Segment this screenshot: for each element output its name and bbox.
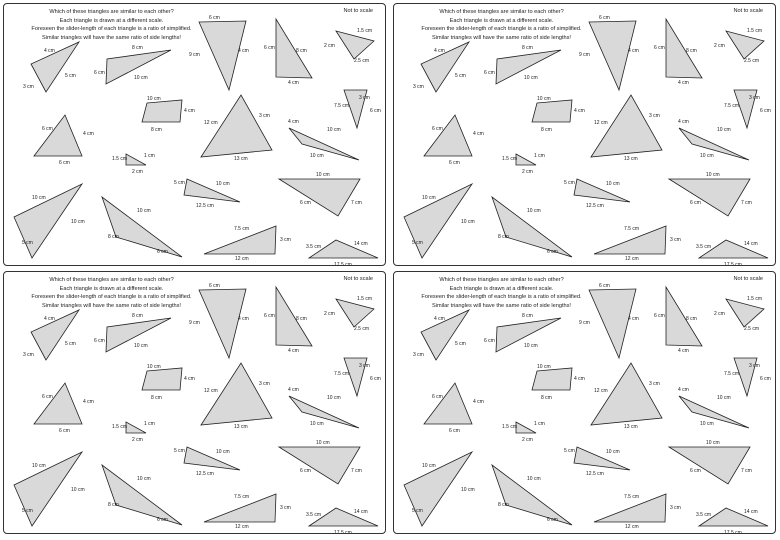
- label: 12 cm: [235, 256, 249, 262]
- label: 6 cm: [42, 394, 53, 400]
- label: 6 cm: [264, 313, 275, 319]
- triangle-k: [516, 422, 536, 433]
- triangle-k: [516, 154, 536, 165]
- label: 2 cm: [324, 311, 335, 317]
- triangle-c: [589, 21, 636, 90]
- question-line-3: Similar triangles will have the same ratio of side lengths!: [42, 302, 181, 309]
- label: 7.5 cm: [724, 371, 740, 377]
- label: 3 cm: [259, 381, 270, 387]
- label: 6 cm: [209, 15, 220, 21]
- label: 5 cm: [564, 448, 575, 454]
- triangle-f: [532, 100, 572, 122]
- label: 6 cm: [484, 338, 495, 344]
- worksheet-panel-2: [393, 3, 776, 266]
- label: 6 cm: [94, 338, 105, 344]
- label: 8 cm: [498, 502, 509, 508]
- label: 8 cm: [151, 127, 162, 133]
- label: 2 cm: [522, 169, 533, 175]
- label: 12.5 cm: [196, 203, 214, 209]
- label: 10 cm: [537, 96, 551, 102]
- label: 10 cm: [134, 343, 148, 349]
- label: 7.5 cm: [234, 226, 250, 232]
- triangle-j: [289, 128, 359, 160]
- triangle-f: [532, 368, 572, 390]
- triangle-f: [142, 368, 182, 390]
- triangle-m: [574, 179, 630, 202]
- label: 7 cm: [741, 200, 752, 206]
- label: 6 cm: [599, 283, 610, 289]
- label: 7.5 cm: [334, 371, 350, 377]
- label: 1.5 cm: [747, 28, 763, 34]
- label: 6 cm: [432, 126, 443, 132]
- label: 5 cm: [455, 341, 466, 347]
- label: 10 cm: [137, 208, 151, 214]
- label: 5 cm: [22, 508, 33, 514]
- label: 7.5 cm: [624, 226, 640, 232]
- label: 6 cm: [209, 283, 220, 289]
- triangle-n: [279, 179, 360, 216]
- label: 8 cm: [498, 234, 509, 240]
- triangle-n: [669, 447, 750, 484]
- label: 9 cm: [579, 52, 590, 58]
- label: 4 cm: [678, 80, 689, 86]
- label: 8 cm: [541, 127, 552, 133]
- label: 6 cm: [449, 428, 460, 434]
- label: 10 cm: [327, 127, 341, 133]
- label: 4 cm: [44, 48, 55, 54]
- question-line-1: Each triangle is drawn at a different scale.: [59, 17, 164, 24]
- label: 3 cm: [749, 95, 760, 101]
- triangle-c: [589, 289, 636, 358]
- label: 10 cm: [524, 75, 538, 81]
- question-line-2: Foreseen the slider-length of each triangle is a ratio of simplified.: [31, 26, 192, 32]
- label: 6 cm: [264, 45, 275, 51]
- label: 4 cm: [288, 80, 299, 86]
- label: 8 cm: [522, 313, 533, 319]
- label: 3 cm: [649, 113, 660, 119]
- label: 4 cm: [288, 387, 299, 393]
- triangle-c: [199, 289, 246, 358]
- label: 8 cm: [686, 48, 697, 54]
- label: 8 cm: [151, 395, 162, 401]
- triangle-m: [184, 179, 240, 202]
- triangle-g: [34, 115, 82, 156]
- label: 1.5 cm: [112, 424, 128, 430]
- triangle-j: [679, 128, 749, 160]
- label: 7 cm: [741, 468, 752, 474]
- question-line-3: Similar triangles will have the same ratio of side lengths!: [432, 302, 571, 309]
- label: 10 cm: [216, 181, 230, 187]
- label: 4 cm: [83, 131, 94, 137]
- triangle-p: [492, 197, 572, 257]
- triangles-figure: [4, 4, 386, 266]
- label: 5 cm: [174, 180, 185, 186]
- triangle-a: [421, 42, 469, 92]
- label: 4 cm: [184, 108, 195, 114]
- question-title: Which of these triangles are similar to each other?: [439, 277, 564, 283]
- label: 10 cm: [700, 153, 714, 159]
- label: 14 cm: [354, 509, 368, 515]
- label: 13 cm: [234, 156, 248, 162]
- not-to-scale-note: Not to scale: [733, 8, 763, 14]
- label: 10 cm: [316, 440, 330, 446]
- question-title: Which of these triangles are similar to each other?: [439, 9, 564, 15]
- label: 3 cm: [359, 363, 370, 369]
- label: 6 cm: [547, 517, 558, 523]
- label: 3 cm: [649, 381, 660, 387]
- question-line-1: Each triangle is drawn at a different scale.: [449, 17, 554, 24]
- label: 1 cm: [534, 421, 545, 427]
- label: 10 cm: [310, 421, 324, 427]
- label: 12 cm: [204, 388, 218, 394]
- label: 1.5 cm: [357, 296, 373, 302]
- label: 6 cm: [300, 200, 311, 206]
- label: 3 cm: [413, 352, 424, 358]
- not-to-scale-note: Not to scale: [733, 276, 763, 282]
- triangle-i: [201, 363, 272, 425]
- label: 1.5 cm: [747, 296, 763, 302]
- label: 14 cm: [354, 241, 368, 247]
- label: 8 cm: [132, 45, 143, 51]
- question-title: Which of these triangles are similar to each other?: [49, 9, 174, 15]
- label: 6 cm: [59, 160, 70, 166]
- question-line-1: Each triangle is drawn at a different scale.: [449, 285, 554, 292]
- label: 6 cm: [432, 394, 443, 400]
- label: 6 cm: [760, 376, 771, 382]
- triangles-figure: [394, 4, 776, 266]
- question-line-1: Each triangle is drawn at a different scale.: [59, 285, 164, 292]
- not-to-scale-note: Not to scale: [343, 8, 373, 14]
- label: 2.5 cm: [354, 326, 370, 332]
- label: 3 cm: [749, 363, 760, 369]
- label: 2 cm: [132, 169, 143, 175]
- label: 14 cm: [744, 509, 758, 515]
- label: 1 cm: [534, 153, 545, 159]
- label: 2 cm: [714, 43, 725, 49]
- label: 4 cm: [678, 348, 689, 354]
- label: 8 cm: [296, 316, 307, 322]
- label: 4 cm: [678, 387, 689, 393]
- label: 17.5 cm: [334, 262, 352, 267]
- label: 7.5 cm: [724, 103, 740, 109]
- label: 1 cm: [144, 421, 155, 427]
- label: 3 cm: [413, 84, 424, 90]
- label: 4 cm: [574, 376, 585, 382]
- triangle-j: [679, 396, 749, 428]
- label: 6 cm: [370, 376, 381, 382]
- triangle-p: [102, 465, 182, 525]
- label: 1.5 cm: [502, 156, 518, 162]
- label: 2 cm: [714, 311, 725, 317]
- label: 9 cm: [189, 52, 200, 58]
- label: 6 cm: [599, 15, 610, 21]
- label: 6 cm: [547, 249, 558, 255]
- label: 9 cm: [189, 320, 200, 326]
- label: 10 cm: [461, 219, 475, 225]
- label: 6 cm: [760, 108, 771, 114]
- label: 17.5 cm: [724, 262, 742, 267]
- label: 12 cm: [625, 256, 639, 262]
- label: 13 cm: [234, 424, 248, 430]
- triangle-i: [591, 95, 662, 157]
- label: 2 cm: [522, 437, 533, 443]
- label: 4 cm: [44, 316, 55, 322]
- label: 3 cm: [670, 237, 681, 243]
- label: 4 cm: [628, 316, 639, 322]
- label: 3 cm: [23, 84, 34, 90]
- label: 4 cm: [434, 48, 445, 54]
- question-title: Which of these triangles are similar to each other?: [49, 277, 174, 283]
- label: 13 cm: [624, 424, 638, 430]
- triangle-n: [669, 179, 750, 216]
- label: 5 cm: [412, 508, 423, 514]
- label: 1.5 cm: [112, 156, 128, 162]
- label: 10 cm: [524, 343, 538, 349]
- label: 14 cm: [744, 241, 758, 247]
- label: 4 cm: [288, 348, 299, 354]
- label: 8 cm: [522, 45, 533, 51]
- label: 6 cm: [484, 70, 495, 76]
- label: 10 cm: [134, 75, 148, 81]
- label: 3.5 cm: [696, 512, 712, 518]
- label: 6 cm: [157, 517, 168, 523]
- label: 3 cm: [23, 352, 34, 358]
- triangle-f: [142, 100, 182, 122]
- label: 6 cm: [94, 70, 105, 76]
- label: 13 cm: [624, 156, 638, 162]
- label: 7.5 cm: [624, 494, 640, 500]
- label: 10 cm: [606, 181, 620, 187]
- question-line-2: Foreseen the slider-length of each triangle is a ratio of simplified.: [421, 26, 582, 32]
- label: 5 cm: [22, 240, 33, 246]
- question-line-2: Foreseen the slider-length of each triangle is a ratio of simplified.: [31, 294, 192, 300]
- label: 4 cm: [678, 119, 689, 125]
- label: 10 cm: [706, 440, 720, 446]
- triangle-k: [126, 154, 146, 165]
- label: 5 cm: [412, 240, 423, 246]
- worksheet-panel-1: [3, 3, 386, 266]
- label: 6 cm: [690, 200, 701, 206]
- label: 1.5 cm: [357, 28, 373, 34]
- label: 12 cm: [235, 524, 249, 530]
- label: 3 cm: [670, 505, 681, 511]
- label: 2 cm: [132, 437, 143, 443]
- label: 10 cm: [606, 449, 620, 455]
- label: 12 cm: [594, 120, 608, 126]
- label: 10 cm: [422, 195, 436, 201]
- label: 10 cm: [32, 463, 46, 469]
- triangle-g: [424, 383, 472, 424]
- label: 5 cm: [455, 73, 466, 79]
- label: 6 cm: [449, 160, 460, 166]
- label: 3 cm: [259, 113, 270, 119]
- label: 2.5 cm: [744, 58, 760, 64]
- label: 10 cm: [147, 96, 161, 102]
- label: 10 cm: [32, 195, 46, 201]
- label: 3 cm: [280, 505, 291, 511]
- label: 6 cm: [42, 126, 53, 132]
- triangles-figure: [394, 272, 776, 534]
- label: 5 cm: [564, 180, 575, 186]
- not-to-scale-note: Not to scale: [343, 276, 373, 282]
- label: 3 cm: [359, 95, 370, 101]
- label: 12 cm: [594, 388, 608, 394]
- triangle-e: [336, 299, 374, 327]
- label: 12 cm: [204, 120, 218, 126]
- label: 10 cm: [527, 476, 541, 482]
- label: 7.5 cm: [334, 103, 350, 109]
- label: 4 cm: [574, 108, 585, 114]
- label: 1 cm: [144, 153, 155, 159]
- triangles-figure: [4, 272, 386, 534]
- label: 5 cm: [65, 73, 76, 79]
- label: 12.5 cm: [586, 471, 604, 477]
- label: 10 cm: [71, 487, 85, 493]
- label: 8 cm: [132, 313, 143, 319]
- label: 10 cm: [717, 395, 731, 401]
- label: 1.5 cm: [502, 424, 518, 430]
- label: 8 cm: [541, 395, 552, 401]
- worksheet-panel-4: [393, 271, 776, 534]
- label: 7.5 cm: [234, 494, 250, 500]
- label: 10 cm: [216, 449, 230, 455]
- label: 10 cm: [527, 208, 541, 214]
- label: 10 cm: [327, 395, 341, 401]
- label: 10 cm: [147, 364, 161, 370]
- label: 10 cm: [706, 172, 720, 178]
- label: 3.5 cm: [306, 244, 322, 250]
- label: 7 cm: [351, 200, 362, 206]
- label: 8 cm: [686, 316, 697, 322]
- triangle-a: [31, 42, 79, 92]
- triangle-k: [126, 422, 146, 433]
- label: 7 cm: [351, 468, 362, 474]
- label: 8 cm: [108, 502, 119, 508]
- triangle-a: [421, 310, 469, 360]
- label: 8 cm: [296, 48, 307, 54]
- label: 4 cm: [83, 399, 94, 405]
- label: 3 cm: [280, 237, 291, 243]
- label: 6 cm: [370, 108, 381, 114]
- label: 17.5 cm: [334, 530, 352, 535]
- triangle-e: [336, 31, 374, 59]
- label: 6 cm: [654, 313, 665, 319]
- label: 2.5 cm: [744, 326, 760, 332]
- question-line-3: Similar triangles will have the same ratio of side lengths!: [432, 34, 571, 41]
- triangle-i: [591, 363, 662, 425]
- label: 10 cm: [316, 172, 330, 178]
- label: 4 cm: [434, 316, 445, 322]
- triangle-m: [574, 447, 630, 470]
- label: 4 cm: [184, 376, 195, 382]
- label: 6 cm: [157, 249, 168, 255]
- label: 4 cm: [473, 131, 484, 137]
- question-line-2: Foreseen the slider-length of each triangle is a ratio of simplified.: [421, 294, 582, 300]
- label: 6 cm: [690, 468, 701, 474]
- triangle-e: [726, 299, 764, 327]
- label: 10 cm: [461, 487, 475, 493]
- label: 10 cm: [700, 421, 714, 427]
- label: 6 cm: [300, 468, 311, 474]
- label: 12.5 cm: [196, 471, 214, 477]
- label: 5 cm: [65, 341, 76, 347]
- triangle-a: [31, 310, 79, 360]
- triangle-e: [726, 31, 764, 59]
- label: 10 cm: [537, 364, 551, 370]
- triangle-p: [102, 197, 182, 257]
- triangle-g: [34, 383, 82, 424]
- triangle-p: [492, 465, 572, 525]
- triangle-i: [201, 95, 272, 157]
- question-line-3: Similar triangles will have the same ratio of side lengths!: [42, 34, 181, 41]
- triangle-j: [289, 396, 359, 428]
- label: 4 cm: [238, 48, 249, 54]
- triangle-g: [424, 115, 472, 156]
- label: 10 cm: [422, 463, 436, 469]
- label: 10 cm: [310, 153, 324, 159]
- label: 4 cm: [628, 48, 639, 54]
- label: 6 cm: [59, 428, 70, 434]
- label: 10 cm: [137, 476, 151, 482]
- label: 17.5 cm: [724, 530, 742, 535]
- label: 8 cm: [108, 234, 119, 240]
- label: 10 cm: [717, 127, 731, 133]
- label: 5 cm: [174, 448, 185, 454]
- label: 3.5 cm: [696, 244, 712, 250]
- label: 6 cm: [654, 45, 665, 51]
- label: 12.5 cm: [586, 203, 604, 209]
- label: 10 cm: [71, 219, 85, 225]
- label: 4 cm: [473, 399, 484, 405]
- triangle-m: [184, 447, 240, 470]
- label: 4 cm: [238, 316, 249, 322]
- label: 4 cm: [288, 119, 299, 125]
- triangle-c: [199, 21, 246, 90]
- worksheet-panel-3: [3, 271, 386, 534]
- label: 9 cm: [579, 320, 590, 326]
- label: 2.5 cm: [354, 58, 370, 64]
- label: 3.5 cm: [306, 512, 322, 518]
- triangle-n: [279, 447, 360, 484]
- label: 2 cm: [324, 43, 335, 49]
- label: 12 cm: [625, 524, 639, 530]
